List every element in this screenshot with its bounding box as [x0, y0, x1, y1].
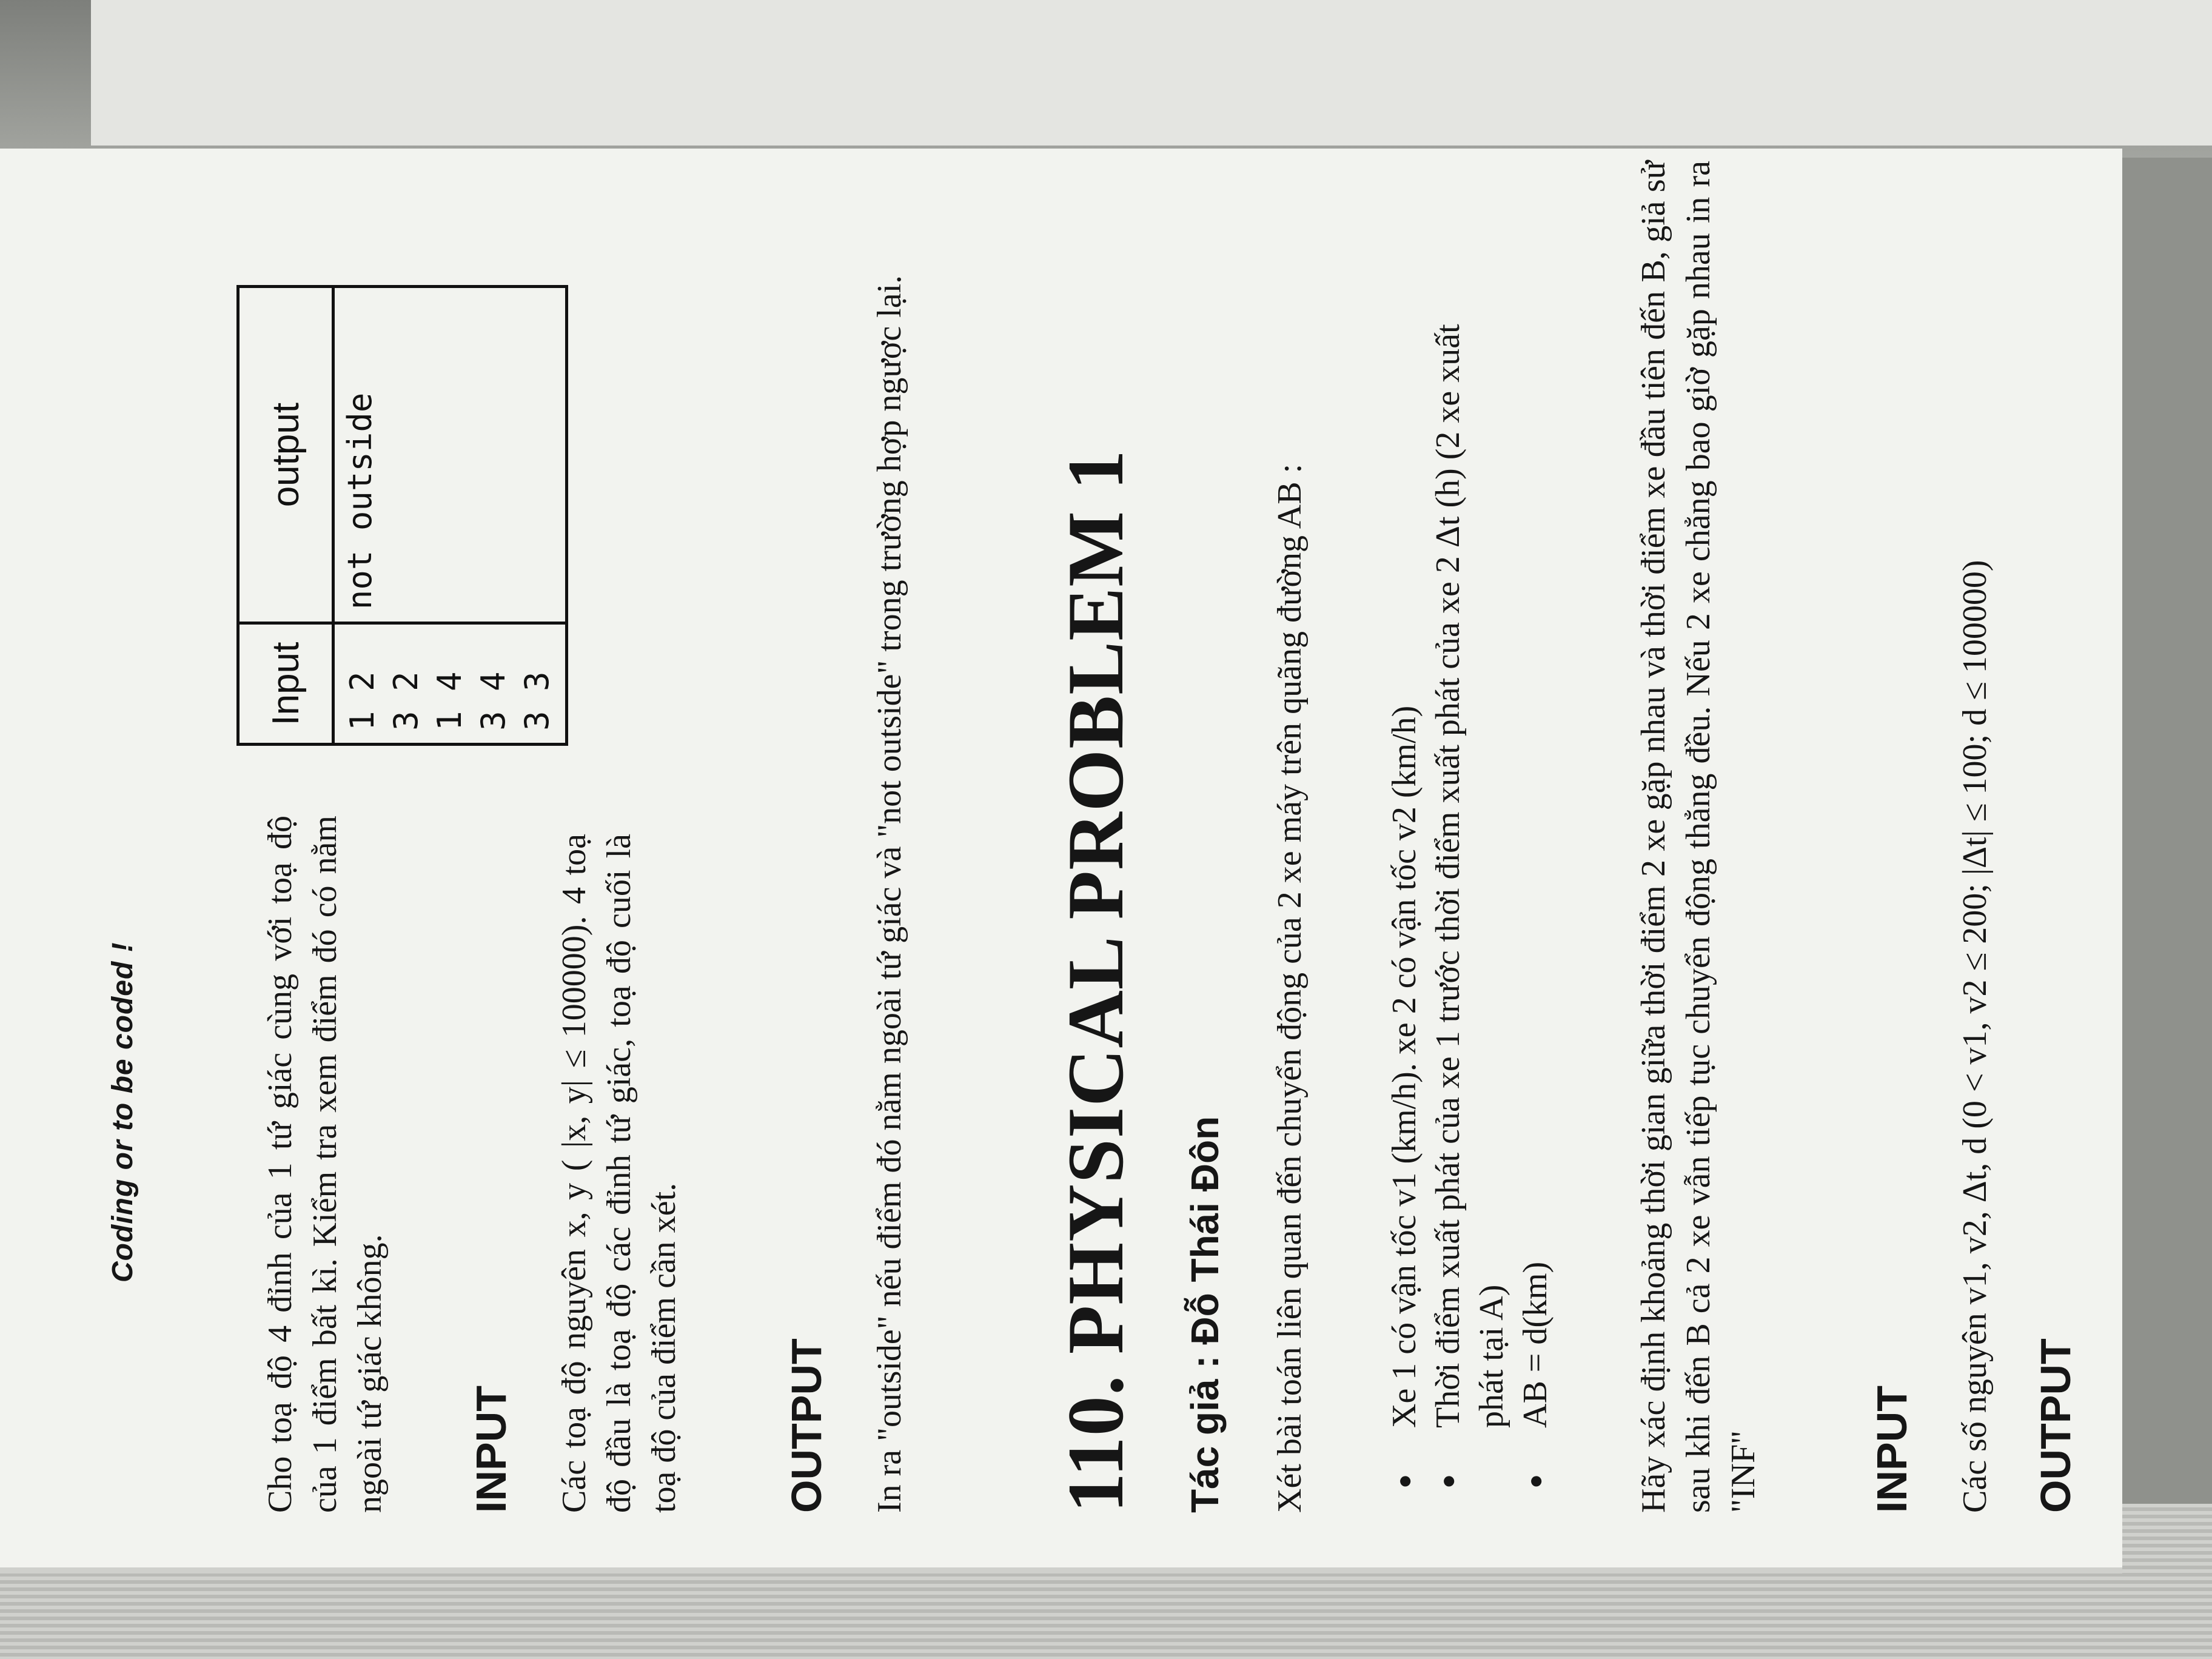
output-heading-2: OUTPUT [2032, 1338, 2079, 1513]
input-line: 3 4 [474, 671, 512, 731]
list-item: ● Xe 1 có vận tốc v1 (km/h). xe 2 có vận tốc v2 (km/h) [1382, 276, 1426, 1489]
output-heading: OUTPUT [783, 1338, 830, 1513]
underlying-page [91, 0, 2212, 146]
running-header: Coding or to be coded ! [107, 942, 139, 1282]
problem-intro-text: Cho toạ độ 4 đỉnh của 1 tứ giác cùng với toạ độ của 1 điểm bất kì. Kiểm tra xem điểm đó có nằm ngoài tứ giác không. [261, 816, 389, 1513]
list-item: ● AB = d(km) [1513, 276, 1557, 1489]
input-description: Các toạ độ nguyên x, y ( |x, y| ≤ 100000). 4 toạ độ đầu là toạ độ các đỉnh tứ giác, toạ độ cuối là toạ độ của điểm cần xét. [555, 834, 683, 1513]
problem-title: 110. PHYSICAL PROBLEM 1 [1051, 449, 1140, 1513]
output-description: In ra "outside" nếu điểm đó nằm ngoài tứ giác và "not outside" trong trường hợp ngược lại. [871, 275, 908, 1513]
task-text: Hãy xác định khoảng thời gian giữa thời điểm 2 xe gặp nhau và thời điểm xe đầu tiên đến B, giả sử sau khi đến B cả 2 xe vẫn tiếp tục chuyển động thẳng đều. Nếu 2 xe chẳng bao giờ gặp nhau in ra "INF" [1635, 161, 1762, 1513]
input-line: 1 2 [343, 671, 381, 731]
problem-author: Tác giả : Đỗ Thái Đôn [1183, 1116, 1227, 1513]
input-description-2: Các số nguyên v1, v2, Δt, d (0 < v1, v2 ≤ 200; |Δt| ≤ 100; d ≤ 100000) [1956, 560, 1994, 1513]
table-cell-output: not outside [333, 287, 567, 623]
problem-description: Xét bài toán liên quan đến chuyển động của 2 xe máy trên quãng đường AB : [1271, 463, 1309, 1513]
table-cell-input [333, 623, 567, 745]
list-item: ● Thời điểm xuất phát của xe 1 trước thời điểm xuất phát của xe 2 Δt (h) (2 xe xuất phát tại A) [1426, 276, 1513, 1489]
condition-list [1382, 276, 1557, 1489]
table-row [333, 287, 567, 745]
sample-io-table [236, 285, 568, 746]
input-heading: INPUT [468, 1386, 515, 1513]
table-header-row [238, 287, 333, 745]
input-line: 3 2 [387, 671, 425, 731]
input-heading-2: INPUT [1868, 1386, 1915, 1513]
page-content-rotated [18, 161, 2104, 1549]
input-line: 1 4 [431, 671, 469, 731]
book-page [0, 149, 2122, 1574]
input-line: 3 3 [518, 671, 556, 731]
table-header-output: output [238, 287, 333, 623]
table-header-input: Input [238, 623, 333, 745]
